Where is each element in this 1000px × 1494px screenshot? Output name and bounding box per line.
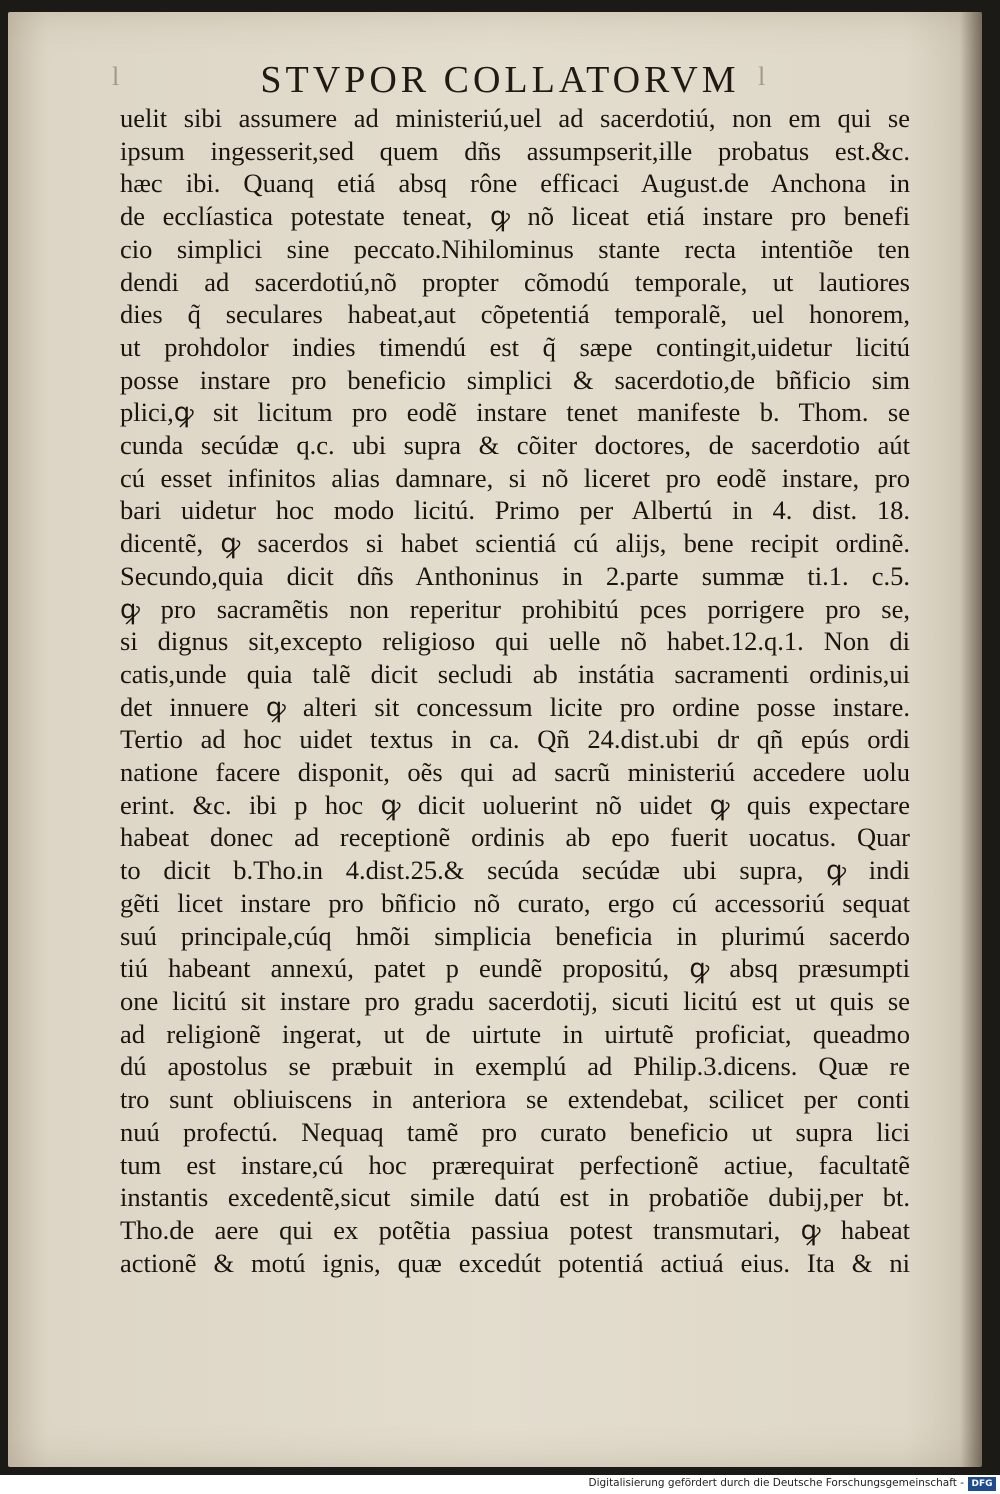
text-line: tiú habeant annexú, patet p eundẽ propositú, ꝙ absq præsumpti: [120, 953, 910, 984]
text-line: ipsum ingesserit,sed quem dñs assumpserit,ille probatus est.&c.: [120, 135, 910, 166]
text-line: Tertio ad hoc uidet textus in ca. Qñ 24.dist.ubi dr qñ epús ordi: [120, 724, 910, 755]
dfg-logo: DFG: [968, 1477, 996, 1491]
text-line: habeat donec ad receptionẽ ordinis ab epo fuerit uocatus. Quar: [120, 822, 910, 853]
text-line: plici,ꝙ sit licitum pro eodẽ instare tenet manifeste b. Thom. se: [120, 397, 910, 428]
body-text: [120, 102, 910, 1279]
text-line: uelit sibi assumere ad ministeriú,uel ad sacerdotiú, non em qui se: [120, 103, 910, 133]
text-line: suú principale,cúq hmõi simplicia beneficia in plurimú sacerdo: [120, 920, 910, 951]
text-line: dicentẽ, ꝙ sacerdos si habet scientiá cú alijs, bene recipit ordinẽ.: [120, 528, 910, 559]
footer-bar: [0, 1475, 1000, 1494]
text-line: cio simplici sine peccato.Nihilominus stante recta intentiõe ten: [120, 233, 910, 264]
text-line: one licitú sit instare pro gradu sacerdotij, sicuti licitú est ut quis se: [120, 985, 910, 1016]
text-line: gẽti licet instare pro bñficio nõ curato, ergo cú accessoriú sequat: [120, 887, 910, 918]
text-line: de ecclíastica potestate teneat, ꝙ nõ liceat etiá instare pro benefi: [120, 201, 910, 232]
text-line: posse instare pro beneficio simplici & sacerdotio,de bñficio sim: [120, 364, 910, 395]
text-line: Secundo,quia dicit dñs Anthoninus in 2.parte summæ ti.1. c.5.: [120, 560, 910, 591]
text-line: si dignus sit,excepto religioso qui uelle nõ habet.12.q.1. Non di: [120, 626, 910, 657]
text-line: tum est instare,cú hoc prærequirat perfectionẽ actiue, facultatẽ: [120, 1149, 910, 1180]
text-line: Tho.de aere qui ex potẽtia passiua potest transmutari, ꝙ habeat: [120, 1214, 910, 1245]
text-line: cú esset infinitos alias damnare, si nõ liceret pro eodẽ instare, pro: [120, 462, 910, 493]
text-line: det innuere ꝙ alteri sit concessum licite pro ordine posse instare.: [120, 691, 910, 722]
text-line: cunda secúdæ q.c. ubi supra & cõiter doctores, de sacerdotio aút: [120, 430, 910, 461]
text-line: catis,unde quia talẽ dicit secludi ab instátia sacramenti ordinis,ui: [120, 658, 910, 689]
text-line: ut prohdolor indies timendú est q̃ sæpe contingit,uidetur licitú: [120, 331, 910, 362]
text-line: hæc ibi. Quanq etiá absq rône efficaci August.de Anchona in: [120, 168, 910, 199]
footer-credit: Digitalisierung gefördert durch die Deutsche Forschungsgemeinschaft -: [588, 1477, 964, 1489]
text-line: nuú profectú. Nequaq tamẽ pro curato beneficio ut supra lici: [120, 1116, 910, 1147]
folio-mark-left: l: [112, 62, 122, 91]
text-line: dies q̃ seculares habeat,aut cõpetentiá temporalẽ, uel honorem,: [120, 299, 910, 330]
text-line: bari uidetur hoc modo licitú. Primo per Albertú in 4. dist. 18.: [120, 495, 910, 526]
spine-shadow: [960, 12, 982, 1467]
text-line: ꝙ pro sacramẽtis non reperitur prohibitú pces porrigere pro se,: [120, 593, 910, 624]
running-head: STVPOR COLLATORVM: [260, 59, 740, 101]
text-line: ad religionẽ ingerat, ut de uirtute in uirtutẽ proficiat, queadmo: [120, 1018, 910, 1049]
text-line: dendi ad sacerdotiú,nõ propter cõmodú temporale, ut lautiores: [120, 266, 910, 297]
text-line: dú apostolus se præbuit in exemplú ad Philip.3.dicens. Quæ re: [120, 1051, 910, 1082]
text-line: tro sunt obliuiscens in anteriora se extendebat, scilicet per conti: [120, 1084, 910, 1115]
text-line: natione facere disponit, oẽs qui ad sacrũ ministeriú accedere uolu: [120, 757, 910, 788]
text-line: actionẽ & motú ignis, quæ excedút potentiá actiuá eius. Ita & ni: [120, 1247, 910, 1278]
folio-mark-right: l: [758, 62, 768, 91]
text-line: erint. &c. ibi p hoc ꝙ dicit uoluerint nõ uidet ꝙ quis expectare: [120, 789, 910, 820]
text-line: to dicit b.Tho.in 4.dist.25.& secúda secúdæ ubi supra, ꝙ indi: [120, 855, 910, 886]
text-line: instantis excedentẽ,sicut simile datú est in probatiõe dubij,per bt.: [120, 1182, 910, 1213]
